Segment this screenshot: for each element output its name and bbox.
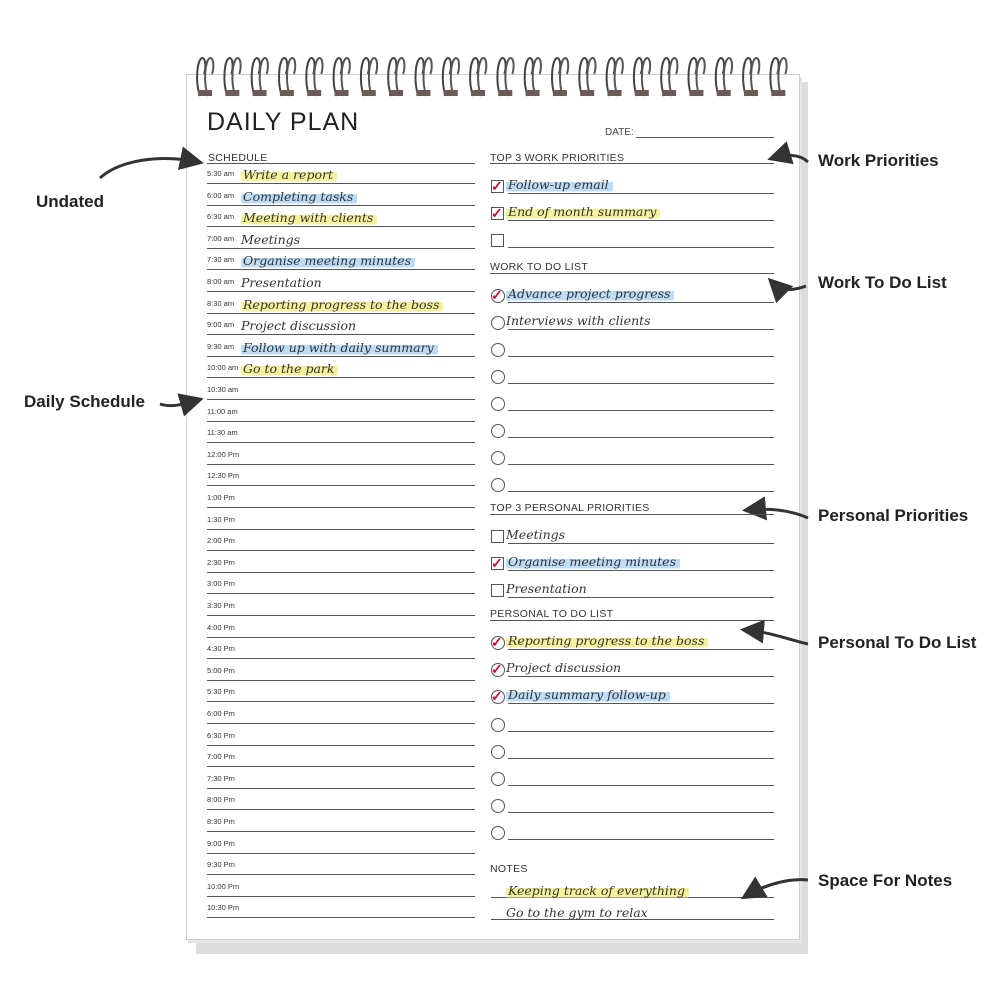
- schedule-line[interactable]: [207, 593, 475, 594]
- schedule-line[interactable]: [207, 442, 475, 443]
- callout-personal-todo: Personal To Do List: [818, 633, 977, 652]
- checklist-line[interactable]: [508, 356, 774, 357]
- schedule-time: 8:00 am: [207, 277, 235, 286]
- schedule-time: 5:30 am: [207, 169, 235, 178]
- binding-hole: [253, 90, 267, 96]
- checklist-item-text: Daily summary follow-up: [506, 687, 670, 703]
- checklist-line[interactable]: [508, 839, 774, 840]
- schedule-time: 7:00 am: [207, 233, 235, 243]
- arrow-undated: [100, 159, 198, 178]
- checklist-item-text: Meetings: [506, 527, 566, 542]
- radio-circle[interactable]: [491, 451, 505, 465]
- schedule-line[interactable]: [207, 637, 475, 638]
- schedule-time: 1:00 Pm: [207, 493, 235, 502]
- schedule-entry: Follow up with daily summary: [241, 340, 438, 356]
- radio-circle[interactable]: [491, 316, 505, 330]
- checkmark-icon: ✓: [491, 287, 503, 303]
- schedule-line[interactable]: [207, 313, 475, 314]
- checklist-line[interactable]: [508, 570, 774, 571]
- radio-circle[interactable]: [491, 745, 505, 759]
- date-field[interactable]: [636, 137, 774, 138]
- schedule-line[interactable]: [207, 745, 475, 746]
- callout-work-priorities: Work Priorities: [818, 151, 939, 170]
- callout-daily-schedule: Daily Schedule: [24, 392, 145, 411]
- checklist-line[interactable]: [508, 220, 774, 221]
- schedule-line[interactable]: [207, 701, 475, 702]
- schedule-line[interactable]: [207, 917, 475, 918]
- schedule-label: SCHEDULE: [208, 152, 268, 164]
- checklist-line[interactable]: [508, 812, 774, 813]
- binding-hole: [416, 90, 430, 96]
- binding-hole: [526, 90, 540, 96]
- schedule-time: 6:00 Pm: [207, 709, 235, 718]
- radio-circle[interactable]: [491, 478, 505, 492]
- schedule-line[interactable]: [207, 550, 475, 551]
- radio-circle[interactable]: [491, 397, 505, 411]
- checklist-line[interactable]: [508, 597, 774, 598]
- schedule-line[interactable]: [207, 248, 475, 249]
- schedule-entry: Project discussion: [241, 318, 357, 334]
- binding-hole: [444, 90, 458, 96]
- schedule-entry: Reporting progress to the boss: [241, 297, 443, 313]
- schedule-time: 7:30 Pm: [207, 773, 235, 783]
- schedule-time: 8:30 am: [207, 298, 235, 308]
- schedule-time: 9:30 am: [207, 341, 235, 351]
- date-label: DATE:: [605, 127, 634, 138]
- schedule-line[interactable]: [207, 529, 475, 530]
- schedule-time: 8:30 Pm: [207, 817, 235, 826]
- schedule-line[interactable]: [207, 507, 475, 508]
- schedule-entry: Organise meeting minutes: [241, 253, 415, 269]
- schedule-line[interactable]: [207, 809, 475, 810]
- schedule-time: 9:00 Pm: [207, 838, 235, 848]
- schedule-entry: Meetings: [241, 231, 301, 247]
- schedule-line[interactable]: [207, 356, 475, 357]
- schedule-line[interactable]: [207, 615, 475, 616]
- schedule-line[interactable]: [207, 485, 475, 486]
- checklist-line[interactable]: [508, 543, 774, 544]
- schedule-line[interactable]: [207, 788, 475, 789]
- callout-undated: Undated: [36, 192, 104, 211]
- schedule-time: 7:30 am: [207, 255, 235, 265]
- checklist-line[interactable]: [508, 193, 774, 194]
- schedule-line[interactable]: [207, 464, 475, 465]
- checklist-line[interactable]: [508, 247, 774, 248]
- checklist-item-text: Advance project progress: [506, 286, 674, 302]
- schedule-time: 6:30 am: [207, 212, 235, 222]
- schedule-entry: Presentation: [241, 275, 322, 290]
- work-priorities-label: TOP 3 WORK PRIORITIES: [490, 152, 625, 164]
- schedule-line[interactable]: [207, 421, 475, 422]
- schedule-time: 3:30 Pm: [207, 601, 235, 610]
- checklist-line[interactable]: [508, 676, 774, 677]
- binding-hole: [389, 90, 403, 96]
- work-todo-label: WORK TO DO LIST: [490, 261, 589, 273]
- schedule-line[interactable]: [207, 896, 475, 897]
- binding-hole: [771, 90, 785, 96]
- checklist-line[interactable]: [508, 703, 774, 704]
- schedule-time: 10:30 Pm: [207, 903, 240, 913]
- schedule-time: 11:00 am: [207, 406, 238, 416]
- checklist-item-text: Project discussion: [506, 660, 622, 676]
- schedule-time: 12:30 Pm: [207, 471, 240, 481]
- callout-work-todo: Work To Do List: [818, 273, 947, 292]
- notes-text: Go to the gym to relax: [506, 905, 648, 920]
- binding-hole: [225, 90, 239, 96]
- checklist-line[interactable]: [508, 464, 774, 465]
- schedule-line[interactable]: [207, 723, 475, 724]
- personal-priorities-label: TOP 3 PERSONAL PRIORITIES: [490, 502, 650, 514]
- schedule-time: 11:30 am: [207, 428, 238, 438]
- checklist-line[interactable]: [508, 383, 774, 384]
- schedule-time: 5:00 Pm: [207, 665, 235, 675]
- checklist-line[interactable]: [508, 410, 774, 411]
- binding-hole: [362, 90, 376, 96]
- schedule-line[interactable]: [207, 226, 475, 227]
- binding-hole: [580, 90, 594, 96]
- checklist-item-text: Interviews with clients: [506, 313, 651, 328]
- checkmark-icon: ✓: [491, 205, 503, 221]
- schedule-time: 2:30 Pm: [207, 557, 235, 567]
- binding-hole: [471, 90, 485, 96]
- schedule-line[interactable]: [207, 766, 475, 767]
- checkbox[interactable]: [491, 584, 504, 597]
- binding-hole: [498, 90, 512, 96]
- binding-hole: [635, 90, 649, 96]
- checklist-line[interactable]: [508, 437, 774, 438]
- personal-todo-label: PERSONAL TO DO LIST: [490, 608, 614, 620]
- schedule-line[interactable]: [207, 831, 475, 832]
- checklist-line[interactable]: [508, 731, 774, 732]
- binding-hole: [717, 90, 731, 96]
- schedule-time: 3:00 Pm: [207, 579, 235, 589]
- schedule-line[interactable]: [207, 874, 475, 875]
- binding-hole: [553, 90, 567, 96]
- checkmark-icon: ✓: [491, 661, 503, 678]
- binding-hole: [744, 90, 758, 96]
- binding-hole: [335, 90, 349, 96]
- callout-personal-priorities: Personal Priorities: [818, 506, 969, 525]
- radio-circle[interactable]: [491, 718, 505, 732]
- personal-todo-rule: [490, 620, 774, 621]
- checklist-line[interactable]: [508, 491, 774, 492]
- page-title: DAILY PLAN: [207, 108, 360, 136]
- schedule-entry: Write a report: [241, 167, 337, 183]
- checklist-line[interactable]: [508, 329, 774, 330]
- work-todo-rule: [490, 273, 774, 274]
- checkbox[interactable]: [491, 234, 504, 247]
- schedule-line[interactable]: [207, 291, 475, 292]
- schedule-line[interactable]: [207, 205, 475, 206]
- checkmark-icon: ✓: [491, 634, 503, 650]
- schedule-entry: Meeting with clients: [241, 210, 377, 226]
- schedule-entry: Completing tasks: [241, 189, 357, 205]
- checklist-line[interactable]: [508, 758, 774, 759]
- schedule-line[interactable]: [207, 183, 475, 184]
- checkmark-icon: ✓: [491, 555, 503, 571]
- schedule-line[interactable]: [207, 853, 475, 854]
- binding-hole: [280, 90, 294, 96]
- binding-hole: [689, 90, 703, 96]
- schedule-time: 5:30 Pm: [207, 687, 235, 697]
- schedule-line[interactable]: [207, 680, 475, 681]
- personal-priorities-rule: [490, 514, 774, 515]
- checklist-line[interactable]: [508, 302, 774, 303]
- checklist-item-text: Reporting progress to the boss: [506, 633, 708, 649]
- checkmark-icon: ✓: [491, 688, 503, 705]
- radio-circle[interactable]: [491, 772, 505, 786]
- checklist-line[interactable]: [508, 649, 774, 650]
- schedule-line[interactable]: [207, 334, 475, 335]
- checklist-item-text: Follow-up email: [506, 177, 613, 193]
- callout-notes: Space For Notes: [818, 871, 953, 890]
- schedule-time: 4:00 Pm: [207, 622, 235, 632]
- radio-circle[interactable]: [491, 370, 505, 384]
- binding-hole: [608, 90, 622, 96]
- schedule-time: 6:30 Pm: [207, 730, 235, 740]
- schedule-line[interactable]: [207, 658, 475, 659]
- schedule-time: 10:00 am: [207, 363, 239, 373]
- schedule-time: 4:30 Pm: [207, 644, 235, 654]
- schedule-entry: Go to the park: [241, 361, 338, 377]
- schedule-time: 2:00 Pm: [207, 536, 235, 546]
- schedule-time: 10:30 am: [207, 385, 239, 394]
- schedule-time: 8:00 Pm: [207, 795, 235, 805]
- schedule-line[interactable]: [207, 572, 475, 573]
- schedule-line[interactable]: [207, 399, 475, 400]
- work-priorities-rule: [490, 163, 774, 164]
- notes-label: NOTES: [490, 863, 528, 875]
- binding-hole: [198, 90, 212, 96]
- notes-text: Keeping track of everything: [506, 883, 689, 899]
- schedule-line[interactable]: [207, 377, 475, 378]
- schedule-time: 12:00 Pm: [207, 449, 240, 459]
- spiral-binding: [190, 52, 790, 100]
- binding-hole: [662, 90, 676, 96]
- checkmark-icon: ✓: [491, 178, 503, 194]
- schedule-header-rule: [207, 163, 475, 164]
- schedule-time: 1:30 Pm: [207, 514, 235, 524]
- radio-circle[interactable]: [491, 343, 505, 357]
- checklist-item-text: End of month summary: [506, 204, 660, 220]
- checklist-line[interactable]: [508, 785, 774, 786]
- schedule-time: 7:00 Pm: [207, 752, 235, 762]
- checklist-item-text: Organise meeting minutes: [506, 554, 680, 570]
- radio-circle[interactable]: [491, 424, 505, 438]
- schedule-time: 9:00 am: [207, 320, 235, 330]
- schedule-time: 9:30 Pm: [207, 860, 235, 870]
- schedule-time: 6:00 am: [207, 190, 235, 200]
- schedule-line[interactable]: [207, 269, 475, 270]
- binding-hole: [307, 90, 321, 96]
- checklist-item-text: Presentation: [506, 581, 587, 596]
- checkbox[interactable]: [491, 530, 504, 543]
- schedule-time: 10:00 Pm: [207, 881, 240, 891]
